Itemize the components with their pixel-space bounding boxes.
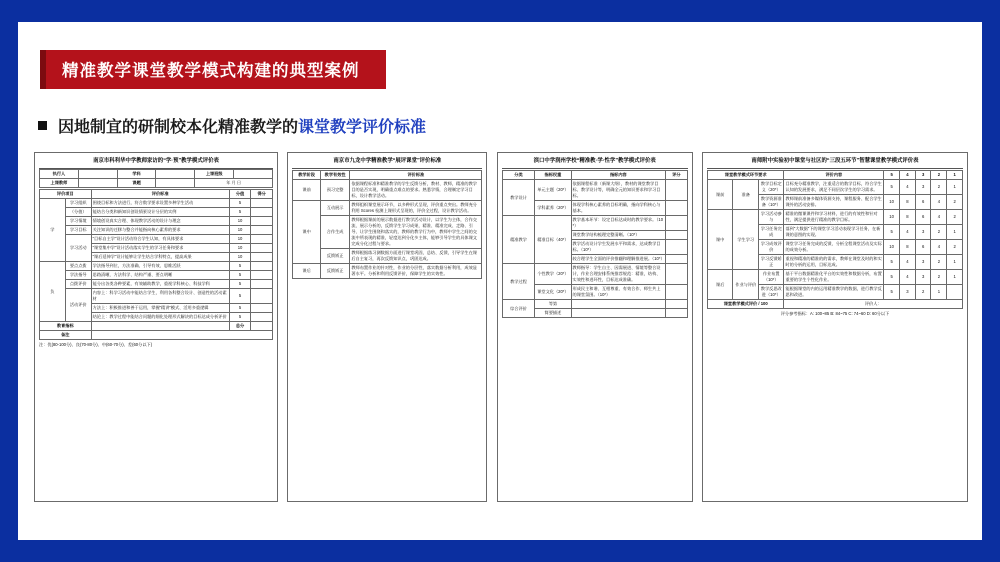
cell: 2 bbox=[931, 180, 947, 195]
row-group-label: 课中 bbox=[707, 210, 733, 270]
cell: 10 bbox=[229, 235, 251, 244]
cell: 上课教师 bbox=[40, 179, 79, 188]
document-1-evaluation-form[interactable] bbox=[34, 152, 278, 502]
cell: 5 bbox=[884, 270, 900, 285]
cell: 10 bbox=[229, 226, 251, 235]
cell bbox=[78, 179, 117, 188]
table-row bbox=[40, 170, 273, 179]
cell: 课题 bbox=[117, 179, 156, 188]
column-header: 评价标准 bbox=[350, 171, 482, 180]
cell: 2 bbox=[931, 270, 947, 285]
cell: 5 bbox=[229, 199, 251, 208]
cell: 教师指导：学生自主、因需展进、情境等整合设计，作业合理安排系统推荐规范：精准，结构、实效性和进环性，目标达成准确。 bbox=[571, 264, 666, 285]
cell: 5 bbox=[229, 313, 251, 322]
bullet-line bbox=[38, 114, 426, 137]
table-row bbox=[293, 201, 482, 216]
table-row bbox=[293, 264, 482, 279]
cell: 教学资源准备（10*） bbox=[758, 195, 784, 210]
cell: 学习成效评价 bbox=[758, 240, 784, 255]
column-header: 1 bbox=[947, 171, 963, 180]
cell: 精准目标（40*） bbox=[535, 216, 571, 264]
cell: 3 bbox=[915, 180, 931, 195]
row-group-label: 课前 bbox=[707, 180, 733, 210]
cell: 10 bbox=[884, 195, 900, 210]
cell: 思路清晰，方法科学、结构严谨、要点明晰 bbox=[91, 271, 229, 280]
cell bbox=[251, 289, 273, 304]
cell: 教师组织课堂展示环节，以多种形式呈现，评价重点突出。教师充分利用 Scores 检测上课形式呈现的，评价全过程，设计教学活动。 bbox=[350, 201, 482, 216]
document-4-footnote: 评分参考指标：A: 100~85 B: 84~75 C: 74~60 D: 60分以下 bbox=[780, 311, 890, 316]
table-row bbox=[707, 210, 962, 225]
cell bbox=[251, 271, 273, 280]
cell bbox=[666, 285, 688, 300]
cell: 10 bbox=[884, 210, 900, 225]
cell: 教学过程 bbox=[502, 264, 535, 300]
table-header-row bbox=[707, 171, 962, 180]
cell: 总分 bbox=[229, 322, 251, 331]
cell: 学习反馈矫正 bbox=[758, 255, 784, 270]
table-header-row bbox=[502, 171, 687, 180]
cell: 教师根据练习测数据方面进行课堂巩固，总结、反馈，引导学生在课后自主复习，再次反馈知识点，巩固达成。 bbox=[350, 249, 482, 264]
table-row bbox=[40, 235, 273, 244]
cell: 5 bbox=[229, 289, 251, 304]
cell: 情境创设真实合理、体现教学活动的设计与理念 bbox=[91, 217, 229, 226]
cell: 结论上：教学过程中能结合问题的细化处理形式解决的目标达成分析评价 bbox=[91, 313, 229, 322]
table-header-row bbox=[293, 171, 482, 180]
cell: “目标自主学”设计活动符合学生认知，有具体要求 bbox=[91, 235, 229, 244]
column-header: 4 bbox=[899, 171, 915, 180]
cell bbox=[666, 300, 688, 309]
cell: 10 bbox=[884, 240, 900, 255]
cell: 教学活动设计学生发展水平和需求，达成教学目标。（10*） bbox=[571, 240, 666, 255]
cell bbox=[666, 201, 688, 216]
cell: 重视和精准的精准的的需求，教师在课堂及时的和实时的分析的运用，目标达成。 bbox=[784, 255, 884, 270]
cell: 4 bbox=[899, 255, 915, 270]
cell: 能分出各类各种要素，有效辅助教学，重视学科核心、科技学科 bbox=[91, 280, 229, 289]
table-header-row bbox=[40, 190, 273, 199]
cell: 较合理学生全面的评价推翻和理解推进展。（10*） bbox=[571, 255, 666, 264]
column-header: 教学有效性 bbox=[320, 171, 349, 180]
total-label: 课堂教学模式评价 / 100 bbox=[707, 300, 784, 309]
cell: 1 bbox=[947, 255, 963, 270]
cell: “课堂集中学”设计活动落实学生的学习任务和要求 bbox=[91, 244, 229, 253]
cell bbox=[666, 255, 688, 264]
document-1-footnote: 注：优(80-100分)、良(70-80分)、中(60-70分)、差(60分以下) bbox=[39, 342, 153, 347]
row-group-label: 学 bbox=[40, 199, 66, 262]
cell: 学习情境 bbox=[65, 217, 91, 226]
cell: 5 bbox=[884, 255, 900, 270]
cell bbox=[91, 322, 229, 331]
cell bbox=[571, 309, 666, 318]
table-row bbox=[502, 264, 687, 285]
cell: 5 bbox=[229, 208, 251, 217]
slide-canvas bbox=[18, 22, 982, 540]
cell: 能结合分类和新知识创设情景设计分层的实例 bbox=[91, 208, 229, 217]
cell: 2 bbox=[947, 195, 963, 210]
table-row bbox=[40, 217, 273, 226]
evaluator-label: 评价人： bbox=[784, 300, 963, 309]
cell: 10 bbox=[229, 253, 251, 262]
cell bbox=[251, 244, 273, 253]
cell bbox=[251, 226, 273, 235]
cell: 教师课前准备多媒体资源支持，课程服务、配合学生课外的活动安排。 bbox=[784, 195, 884, 210]
table-row bbox=[40, 289, 273, 304]
cell: 2 bbox=[931, 225, 947, 240]
cell: 作业布置（10*） bbox=[758, 270, 784, 285]
cell: 基于平台数据精准化平台的实效性和数据分析，布置重要的学生个性化作业。 bbox=[784, 270, 884, 285]
column-header: 评价标准 bbox=[91, 190, 229, 199]
page-title: 精准教学课堂教学模式构建的典型案例 bbox=[62, 62, 360, 80]
column-header: 2 bbox=[931, 171, 947, 180]
cell: 关注知识的迁移与整合并能指向核心素养的要求 bbox=[91, 226, 229, 235]
cell: 课堂教学结构梳理完整清晰。（10*） bbox=[571, 231, 666, 240]
cell bbox=[666, 309, 688, 318]
cell: 精准教学 bbox=[502, 216, 535, 264]
cell: 8 bbox=[899, 210, 915, 225]
cell: 教师根据课前的展示数据进行教学活动设计，以学生为主体，合作交流、展示分析的，反馈学生学习成果，精准、精准完成、走路、引导、让学生围绕和落实的，教师的教学行为中，教师中学生之间的交流中所表现的精准，轻度达到分化多主体，能够引导学生的具体课文完成分化过程与要求。 bbox=[350, 216, 482, 249]
document-3-model-evaluation[interactable] bbox=[497, 152, 693, 502]
cell: 2 bbox=[915, 285, 931, 300]
bullet-text-plain: 因地制宜的研制校本化精准教学的 bbox=[58, 119, 299, 136]
cell: 课堂文化（20*） bbox=[535, 285, 571, 300]
cell: 5 bbox=[884, 225, 900, 240]
document-2-evaluation-standard[interactable] bbox=[287, 152, 487, 502]
cell: 目标充分精准教学，注重适合的数学目标，符合学生认知的发展要求，满足不同层次学生的学习需求。 bbox=[784, 180, 884, 195]
table-row bbox=[293, 180, 482, 201]
cell: 内容上：科学习活动中能结合学生，利用各科整合设计、创造性的活动素材 bbox=[91, 289, 229, 304]
table-row bbox=[293, 249, 482, 264]
cell bbox=[251, 217, 273, 226]
cell: 10 bbox=[229, 217, 251, 226]
cell: 5 bbox=[884, 180, 900, 195]
cell: 5 bbox=[229, 271, 251, 280]
column-header: 指标内容 bbox=[571, 171, 666, 180]
square-bullet-icon bbox=[38, 121, 47, 130]
table-row bbox=[502, 180, 687, 201]
cell: 学习组织 bbox=[65, 199, 91, 208]
cell bbox=[666, 240, 688, 255]
cell: 5 bbox=[229, 304, 251, 313]
column-header: 评价项目 bbox=[40, 190, 92, 199]
cell: 3 bbox=[915, 255, 931, 270]
cell: 个性教学（20*） bbox=[535, 264, 571, 285]
document-4-table bbox=[707, 170, 963, 309]
column-header: 分类 bbox=[502, 171, 535, 180]
document-1-table bbox=[39, 169, 273, 188]
document-1-criteria-table bbox=[39, 189, 273, 340]
column-header: 教学阶段 bbox=[293, 171, 321, 180]
table-row bbox=[40, 179, 273, 188]
table-row bbox=[707, 180, 962, 195]
cell: 预习完整 bbox=[320, 180, 349, 201]
cell bbox=[156, 179, 195, 188]
cell bbox=[156, 170, 195, 179]
cell bbox=[251, 199, 273, 208]
cell: 8 bbox=[899, 240, 915, 255]
cell bbox=[251, 253, 273, 262]
row-group-label: 课后 bbox=[707, 270, 733, 300]
cell: 6 bbox=[915, 240, 931, 255]
cell: 8 bbox=[899, 195, 915, 210]
cell: 学法指导 bbox=[65, 271, 91, 280]
table-row bbox=[40, 331, 273, 340]
table-row bbox=[502, 216, 687, 231]
cell: 1 bbox=[947, 270, 963, 285]
cell: 教学设计 bbox=[502, 180, 535, 216]
cell: 课堂学习任务完成的反馈，分析全程课堂活动及实际的成效分析。 bbox=[784, 240, 884, 255]
cell: 落到“大数据”下的课堂学习活动表现学习任务，在新课的意图的实现。 bbox=[784, 225, 884, 240]
table-row bbox=[40, 208, 273, 217]
cell bbox=[251, 235, 273, 244]
cell: 教学目标定义（20*） bbox=[758, 180, 784, 195]
cell: 要点点拨 bbox=[65, 262, 91, 271]
cell: “课后延伸学”设计能够让学生结合学科特点，提高成果 bbox=[91, 253, 229, 262]
cell: 备注 bbox=[40, 331, 92, 340]
cell: 4 bbox=[899, 225, 915, 240]
cell: 2 bbox=[947, 210, 963, 225]
cell: 年 月 日 bbox=[195, 179, 273, 188]
cell bbox=[251, 208, 273, 217]
cell: 4 bbox=[931, 240, 947, 255]
cell: 围绕目标和方法进行，符合数学要求设置多种学生活动 bbox=[91, 199, 229, 208]
cell: 学习目标 bbox=[65, 226, 91, 235]
cell bbox=[666, 180, 688, 201]
cell bbox=[251, 322, 273, 331]
cell: 综合评价 bbox=[502, 300, 535, 318]
table-row bbox=[40, 322, 273, 331]
cell: 2 bbox=[931, 255, 947, 270]
document-3-table bbox=[502, 170, 688, 318]
column-header: 3 bbox=[915, 171, 931, 180]
cell: 教师布置作业的针对性，作业的分层性，落实数据分析利用，成效显著水平。分析和利用反馈评价，保障学生的实效性。 bbox=[350, 264, 482, 279]
cell: 方法上：积极推进和善于运用，掌握“精讲”模式、活用多重逻辑 bbox=[91, 304, 229, 313]
cell bbox=[666, 231, 688, 240]
cell: 课中 bbox=[293, 201, 321, 264]
table-row bbox=[40, 271, 273, 280]
table-row bbox=[40, 226, 273, 235]
cell: 依据课程标准（新课大纲），教材的课堂教学目标、教学设计等，明确全元的知识要求和学习目标。 bbox=[571, 180, 666, 201]
cell: 教学反思改进（10*） bbox=[758, 285, 784, 300]
cell: 等第 bbox=[535, 300, 571, 309]
document-1-title: 南京市科利华中学教师家访的“学·预”教学模式评价表 bbox=[39, 157, 273, 169]
cell bbox=[234, 170, 273, 179]
cell: 学科 bbox=[117, 170, 156, 179]
document-thumbnails-row bbox=[34, 152, 968, 502]
document-2-table bbox=[292, 170, 482, 279]
cell: 互动展示 bbox=[320, 201, 349, 216]
column-header: 得分 bbox=[251, 190, 273, 199]
cell bbox=[251, 280, 273, 289]
table-row bbox=[707, 270, 962, 285]
cell: 合作生成 bbox=[320, 216, 349, 249]
row-group-sublabel: 准备 bbox=[733, 180, 759, 210]
cell: 10 bbox=[229, 244, 251, 253]
row-group-sublabel: 作业与评价 bbox=[733, 270, 759, 300]
table-row bbox=[293, 216, 482, 249]
cell: （分值） bbox=[65, 208, 91, 217]
cell: 点拨评价 bbox=[65, 280, 91, 289]
column-header: 指标权重 bbox=[535, 171, 571, 180]
cell: 学科素养（20*） bbox=[535, 201, 571, 216]
column-header: 课堂教学模式环节要求 bbox=[707, 171, 784, 180]
cell bbox=[251, 313, 273, 322]
cell: 4 bbox=[899, 180, 915, 195]
row-group-sublabel: 学生学习 bbox=[733, 210, 759, 270]
cell: 能根据课堂的内的运用精准教学的数据，进行教学反思和改进。 bbox=[784, 285, 884, 300]
cell: 课后 bbox=[293, 264, 321, 279]
column-header: 5 bbox=[884, 171, 900, 180]
table-row bbox=[40, 262, 273, 271]
cell bbox=[571, 300, 666, 309]
cell: 上课班级 bbox=[195, 170, 234, 179]
cell: 1 bbox=[931, 285, 947, 300]
cell: 3 bbox=[899, 285, 915, 300]
cell bbox=[666, 216, 688, 231]
table-row bbox=[502, 300, 687, 309]
table-row bbox=[40, 199, 273, 208]
column-header: 分值 bbox=[229, 190, 251, 199]
cell: 形成民主和谐、互相尊重、有效合作、师生共上的课堂氛围。（10*） bbox=[571, 285, 666, 300]
cell: 3 bbox=[915, 225, 931, 240]
cell bbox=[666, 264, 688, 285]
cell: 简要描述 bbox=[535, 309, 571, 318]
cell: 学习活动 bbox=[65, 235, 91, 262]
cell: 反馈矫正 bbox=[320, 249, 349, 264]
document-4-title: 南师附中实验初中课堂与社区的“三段五环节”智慧课堂教学模式评价表 bbox=[707, 157, 963, 169]
cell: 活动评价 bbox=[65, 289, 91, 322]
cell: 1 bbox=[947, 180, 963, 195]
cell bbox=[78, 170, 117, 179]
cell bbox=[947, 285, 963, 300]
cell: 6 bbox=[915, 210, 931, 225]
table-row bbox=[707, 300, 962, 309]
cell: 教育指标 bbox=[40, 322, 92, 331]
cell: 1 bbox=[947, 225, 963, 240]
cell bbox=[251, 304, 273, 313]
column-header: 评价内容 bbox=[784, 171, 884, 180]
column-header: 评分 bbox=[666, 171, 688, 180]
cell: 学习活动参与 bbox=[758, 210, 784, 225]
slide-title-banner bbox=[40, 50, 386, 89]
table-row bbox=[40, 280, 273, 289]
document-2-title: 南京市九龙中学精准教学“展评课堂”评价标准 bbox=[292, 157, 482, 169]
cell: 5 bbox=[229, 262, 251, 271]
cell: 4 bbox=[899, 270, 915, 285]
cell bbox=[91, 331, 272, 340]
row-group-label: 负 bbox=[40, 262, 66, 322]
document-3-title: 滨口中学润州学校“精准教·学·性学”教学模式评价表 bbox=[502, 157, 688, 169]
cell: 6 bbox=[915, 195, 931, 210]
cell: 2 bbox=[947, 240, 963, 255]
cell bbox=[251, 262, 273, 271]
cell: 单元主题（20*） bbox=[535, 180, 571, 201]
cell: 体现学科核心素养的目标明确，指向学科核心与基本。 bbox=[571, 201, 666, 216]
cell: 3 bbox=[915, 270, 931, 285]
cell: 4 bbox=[931, 195, 947, 210]
cell: 反馈矫正 bbox=[320, 264, 349, 279]
cell: 课前 bbox=[293, 180, 321, 201]
cell: 教学基本环节：设定目标达成时的教学要求。（10*） bbox=[571, 216, 666, 231]
cell: 学法指导到位，方法准确、引导有效、思维活跃 bbox=[91, 262, 229, 271]
cell: 执行人 bbox=[40, 170, 79, 179]
document-4-three-stage-five-link[interactable] bbox=[702, 152, 968, 502]
cell: 4 bbox=[931, 210, 947, 225]
cell: 精准的微课课件和学习材料，进行的有效性和针对性，满足提供进行精准的教学目标。 bbox=[784, 210, 884, 225]
bullet-text bbox=[58, 114, 426, 137]
cell: 学习任务完成 bbox=[758, 225, 784, 240]
bullet-text-highlight: 课堂教学评价标准 bbox=[298, 119, 427, 136]
cell: 依据课程标准和精准教学的学生反馈分析，教材、教师，精准的教学目的是否实现，明确重点难点的要求。熟悉学情，合理制定学习目标，设计教学活动。 bbox=[350, 180, 482, 201]
cell: 5 bbox=[884, 285, 900, 300]
cell: 5 bbox=[229, 280, 251, 289]
